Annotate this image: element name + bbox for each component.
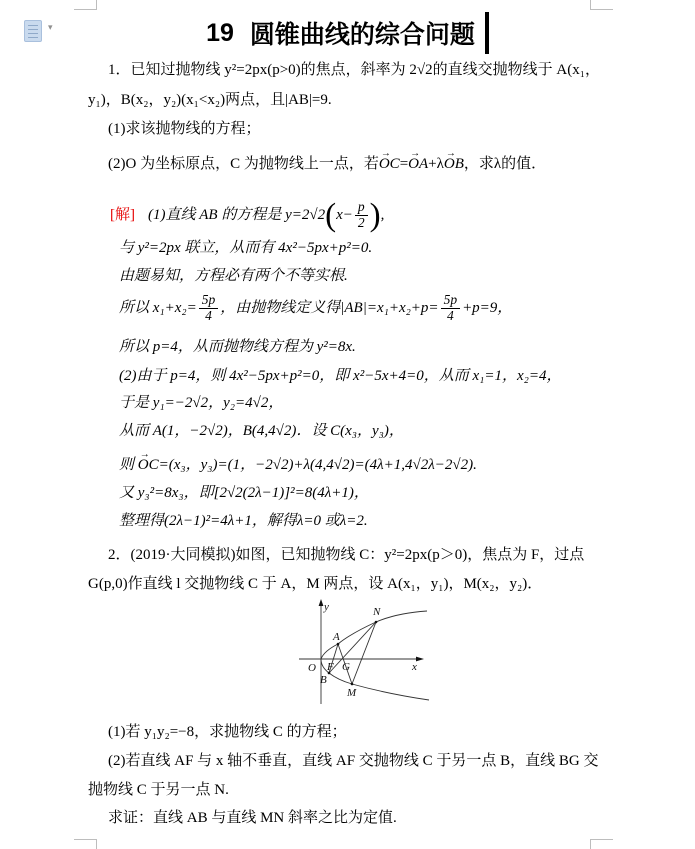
problem2-line1: 2．(2019·大同模拟)如图，已知抛物线 C：y²=2px(p＞0)，焦点为 F，过点 [108, 547, 585, 563]
solution-line13: 则 → OC=(x₃，y₃)=(1，−2√2)+λ(4,4√2)=(4λ+1,4√2λ−2√2). [119, 455, 477, 476]
problem2-sub1: (1)若 y₁y₂=−8，求抛物线 C 的方程； [108, 724, 347, 740]
vector-arrow-icon: → [445, 148, 456, 159]
x-axis-arrow-icon [416, 657, 424, 662]
solution-line9: 所以 p=4，从而抛物线方程为 y²=8x. [119, 339, 356, 355]
point-M [351, 683, 354, 686]
solution-line12: 从而 A(1，−2√2)，B(4,4√2)．设 C(x₃，y₃)， [119, 423, 404, 439]
parabola-figure [293, 596, 435, 708]
label-A: A [333, 631, 340, 643]
problem2-prove: 求证：直线 AB 与直线 MN 斜率之比为定值. [108, 810, 397, 826]
fraction-5p-4: $\frac{5p}{4}$ [441, 293, 461, 324]
vector-OC: → OC [138, 455, 159, 476]
big-paren-close: ) [369, 197, 381, 234]
solution-line10: (2)由于 p=4，则 4x²−5px+p²=0，即 x²−5x+4=0，从而 x₁=1，x₂=4， [119, 368, 562, 384]
label-O: O [308, 662, 316, 674]
problem2-sub2a: (2)若直线 AF 与 x 轴不垂直，直线 AF 交抛物线 C 于另一点 B，直线 BG 交 [108, 753, 599, 769]
solution-line15: 整理得(2λ−1)²=4λ+1，解得λ=0 或λ=2. [119, 513, 368, 529]
label-B: B [320, 674, 327, 686]
problem1-line4: (2)O 为坐标原点，C 为抛物线上一点，若 → OC= → OA+λ → OB，求λ的值． [108, 154, 546, 175]
chord-BN [329, 622, 376, 673]
label-G: G [342, 661, 350, 673]
solution-line11: 于是 y₁=−2√2，y₂=4√2， [119, 395, 284, 411]
page-title [0, 12, 695, 54]
problem1-line1: 1．已知过抛物线 y²=2px(p>0)的焦点，斜率为 2√2的直线交抛物线于 A(x₁， [108, 62, 600, 78]
solution-line6: 与 y²=2px 联立，从而有 4x²−5px+p²=0. [119, 240, 373, 256]
solution-tag: [解] [110, 206, 135, 223]
problem2-line2: G(p,0)作直线 l 交抛物线 C 于 A，M 两点，设 A(x₁，y₁)，M(x₂，y₂)． [88, 576, 543, 592]
text-boundary-corner-bottom-right [590, 839, 613, 849]
problem1-line2: y₁)，B(x₂，y₂)(x₁<x₂)两点，且|AB|=9. [88, 92, 332, 108]
solution-line14: 又 y₃²=8x₃，即[2√2(2λ−1)]²=8(4λ+1)， [119, 485, 369, 501]
fraction-p-2: $\frac{p}{2}$ [355, 200, 368, 231]
fraction-5p-4: $\frac{5p}{4}$ [199, 293, 219, 324]
problem2-sub2b: 抛物线 C 于另一点 N. [88, 782, 229, 798]
solution-line7: 由题易知，方程必有两个不等实根. [119, 268, 348, 284]
solution-line5: [解] (1)直线 AB 的方程是 y=2√2(x− $\frac{p}{2}$ ), [110, 197, 385, 234]
vector-OC: → OC [379, 154, 400, 175]
title-divider-bar [485, 12, 489, 54]
chord-MN [352, 622, 376, 684]
big-paren-open: ( [325, 197, 337, 234]
text-boundary-corner-top-right [590, 0, 613, 10]
point-A [337, 643, 340, 646]
lesson-title: 圆锥曲线的综合问题 [249, 21, 475, 49]
label-N: N [373, 606, 381, 618]
problem1-line3: (1)求该抛物线的方程； [108, 121, 261, 137]
vector-arrow-icon: → [410, 148, 421, 159]
vector-OB: → OB [444, 154, 464, 175]
point-N [375, 621, 378, 624]
label-M: M [347, 687, 357, 699]
text-boundary-corner-bottom-left [74, 839, 97, 849]
problem1-line4-pre: (2)O 为坐标原点，C 为抛物线上一点，若 [108, 156, 379, 172]
vector-arrow-icon: → [139, 449, 150, 460]
label-y-axis: y [324, 601, 329, 613]
vector-arrow-icon: → [380, 148, 391, 159]
lesson-number: 19 [206, 18, 234, 47]
dropdown-arrow-icon[interactable]: ▾ [48, 23, 53, 33]
text-boundary-corner-top-left [74, 0, 97, 10]
label-F: F [327, 661, 334, 673]
solution-line8: 所以 x₁+x₂= $\frac{5p}{4}$ ，由抛物线定义得|AB|=x₁+x₂+p= $\frac{5p}{4}$ +p=9， [119, 292, 513, 323]
label-x-axis: x [412, 661, 417, 673]
parabola-figure-svg [293, 596, 435, 708]
y-axis-arrow-icon [319, 599, 324, 606]
vector-OA: → OA [408, 154, 428, 175]
